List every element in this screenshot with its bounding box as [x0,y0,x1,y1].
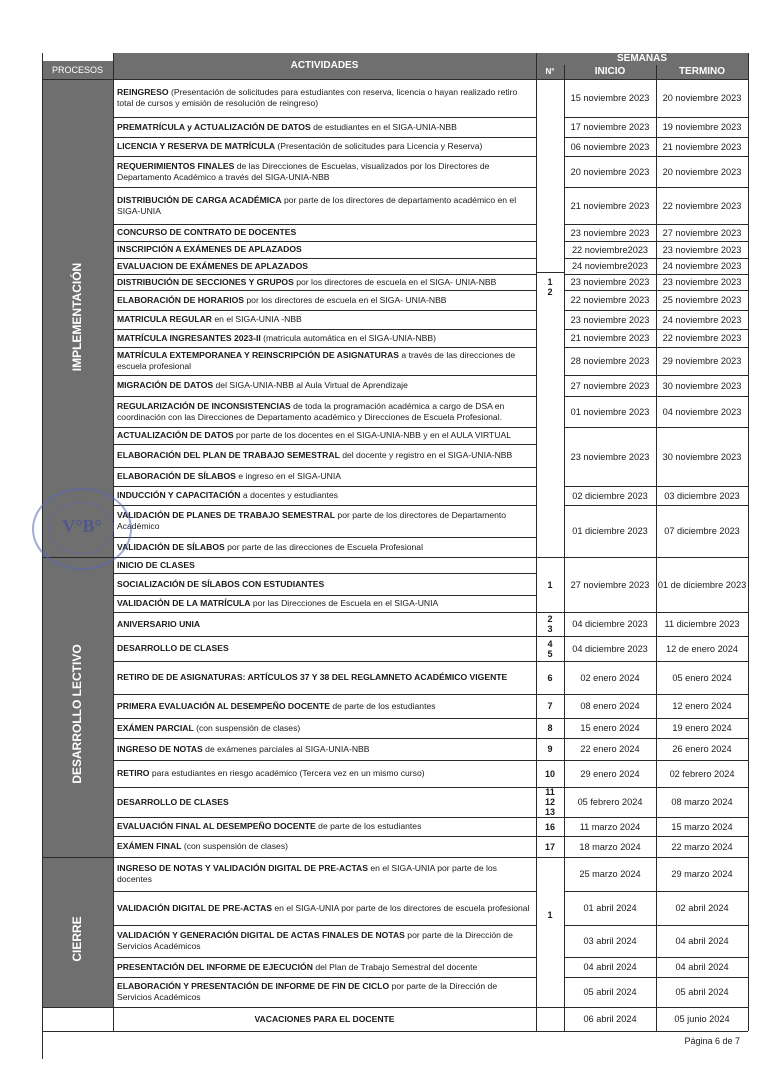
activity-title: ELABORACIÓN DEL PLAN DE TRABAJO SEMESTRAL [117,450,340,461]
activity-text [117,981,532,1002]
activity-title: DISTRIBUCIÓN DE SECCIONES Y GRUPOS [117,276,294,287]
end-date: 29 marzo 2024 [671,869,733,879]
process-desarrollo-label: DESARROLLO LECTIVO [70,644,84,784]
start-date: 20 noviembre 2023 [570,166,650,177]
end-date: 05 enero 2024 [672,672,732,683]
start-date: 27 noviembre 2023 [570,579,650,590]
end-date: 24 noviembre 2023 [662,314,742,325]
header-semanas: SEMANAS [536,53,748,65]
week-number: 7 [547,701,553,711]
start-date: 05 febrero 2024 [577,797,643,807]
activity-cell [113,636,536,661]
activity-text [117,619,200,630]
activity-title: VALIDACIÓN DE PLANES DE TRABAJO SEMESTRAL [117,510,336,521]
activity-cell [113,787,536,817]
activity-cell [113,925,536,957]
activity-title: ELABORACIÓN Y PRESENTACIÓN DE INFORME DE FIN DE CICLO [117,981,390,992]
activity-title: REGULARIZACIÓN DE INCONSISTENCIAS [117,400,291,411]
activity-detail: de exámenes parciales al SIGA-UNIA-NBB [202,743,370,754]
end-date: 05 abril 2024 [675,987,729,997]
vacaciones-label: VACACIONES PARA EL DOCENTE [254,1013,395,1024]
activity-title: EVALUACIÓN FINAL AL DESEMPEÑO DOCENTE [117,821,316,832]
activity-text [117,161,532,182]
activity-cell [113,957,536,977]
grid-vline [42,53,43,1059]
activity-cell [113,241,536,258]
activity-title: EXÁMEN FINAL [117,841,182,852]
start-date: 15 enero 2024 [580,723,640,733]
activity-title: SOCIALIZACIÓN DE SÍLABOS CON ESTUDIANTES [117,578,325,589]
start-date: 02 diciembre 2023 [572,490,648,501]
activity-cell [113,310,536,329]
activity-cell [113,738,536,760]
activity-text [117,930,532,951]
activity-title: VALIDACIÓN DE SÍLABOS [117,541,225,552]
activity-title: VALIDACIÓN Y GENERACIÓN DIGITAL DE ACTAS FINALES DE NOTAS [117,930,405,941]
week-number: 12 [544,797,555,807]
start-date: 04 abril 2024 [583,962,637,972]
week-cell [536,787,564,817]
activity-cell [113,857,536,891]
activity-cell [113,661,536,694]
process-desarrollo [42,557,113,857]
activity-cell [113,224,536,241]
activity-text [117,962,477,973]
activity-cell [113,760,536,787]
end-date: 02 abril 2024 [675,903,729,913]
activity-cell [113,595,536,612]
week-number: 16 [544,821,555,832]
activity-detail: por parte de las direcciones de Escuela Profesional [224,541,423,552]
activity-title: INSCRIPCIÓN A EXÁMENES DE APLAZADOS [117,244,302,255]
start-date: 21 noviembre 2023 [570,333,650,343]
activity-detail: del Plan de Trabajo Semestral del docente [312,961,478,972]
process-cierre-label: CIERRE [70,916,84,962]
activity-text [117,510,532,531]
activity-title: EVALUACION DE EXÁMENES DE APLAZADOS [117,260,308,271]
end-date: 04 abril 2024 [675,936,729,946]
activity-cell [113,612,536,636]
week-number: 8 [547,723,553,733]
activity-cell [113,817,536,836]
activity-text [117,490,338,501]
start-date: 04 diciembre 2023 [572,643,648,654]
activity-title: PRIMERA EVALUACIÓN AL DESEMPEÑO DOCENTE [117,700,330,711]
activity-text [117,430,511,441]
end-date: 07 diciembre 2023 [664,526,740,536]
activity-detail: del docente y registro en el SIGA-UNIA-NBB [339,450,513,461]
activity-title: DISTRIBUCIÓN DE CARGA ACADÉMICA [117,194,282,205]
start-date: 03 abril 2024 [583,936,637,946]
activity-detail: por los directores de escuela en el SIGA- UNIA-NBB [244,294,447,305]
start-date: 25 marzo 2024 [579,869,641,879]
week-cell [536,661,564,694]
activity-text [117,797,229,808]
activity-text [117,314,302,325]
end-date: 22 noviembre 2023 [662,333,742,343]
activity-title: INGRESO DE NOTAS Y VALIDACIÓN DIGITAL DE PRE-ACTAS [117,863,368,874]
start-date: 06 noviembre 2023 [570,141,650,152]
end-date: 22 marzo 2024 [671,841,733,852]
activity-text [117,380,408,391]
start-date: 17 noviembre 2023 [570,122,650,132]
activity-text [117,87,532,108]
activity-cell [113,836,536,857]
activity-text [117,841,288,852]
activity-detail: por parte de los directores de departamento académico en el SIGA-UNIA [117,194,517,216]
activity-text [117,672,507,683]
week-number: 2 [547,287,553,297]
week-number: 10 [544,768,555,779]
activity-title: MATRÍCULA EXTEMPORANEA Y REINSCRIPCIÓN DE ASIGNATURAS [117,350,400,361]
end-date: 23 noviembre 2023 [662,277,742,287]
activity-detail: en el SIGA-UNIA por parte de los directores de escuela profesional [272,902,530,913]
activity-text [117,598,438,609]
vacaciones-end: 05 junio 2024 [674,1014,730,1024]
start-date: 23 noviembre 2023 [570,451,650,462]
activity-detail: de estudiantes en el SIGA-UNIA-NBB [310,121,457,132]
activity-title: MATRICULA REGULAR [117,314,212,325]
activity-cell [113,156,536,187]
week-number: 1 [547,579,553,590]
week-cell [536,636,564,661]
grid-vline [656,65,657,1031]
activity-text [117,141,482,152]
start-date: 05 abril 2024 [583,987,637,997]
activity-cell [113,347,536,375]
approval-stamp-text: V°B° [62,516,102,536]
activity-cell [113,187,536,224]
header-numero: N° [536,65,564,79]
grid-hline [42,1031,748,1032]
start-date: 23 noviembre 2023 [570,314,650,325]
activity-title: VALIDACIÓN DIGITAL DE PRE-ACTAS [117,902,273,913]
activity-cell [113,573,536,595]
week-number: 11 [545,787,555,797]
start-date: 22 noviembre2023 [571,244,649,255]
end-date: 27 noviembre 2023 [662,227,742,238]
end-date: 20 noviembre 2023 [662,93,742,103]
activity-cell [113,557,536,573]
end-date: 22 noviembre 2023 [662,200,742,211]
activity-detail: en el SIGA-UNIA -NBB [212,314,302,325]
start-date: 27 noviembre 2023 [570,380,650,391]
week-cell [536,694,564,718]
activity-title: REINGRESO [117,87,169,98]
start-date: 02 enero 2024 [580,672,640,683]
end-date: 01 de diciembre 2023 [657,579,747,590]
week-cell [536,557,564,612]
activity-title: PREMATRÍCULA y ACTUALIZACIÓN DE DATOS [117,121,311,132]
start-date: 23 noviembre 2023 [570,227,650,238]
activity-title: LICENCIA Y RESERVA DE MATRÍCULA [117,141,276,152]
activity-detail: por parte de la Dirección de Servicios Académicos [117,930,513,951]
activity-detail: a través de las direcciones de escuela profesional [117,350,516,371]
activity-text [117,401,532,422]
week-cell [536,817,564,836]
activity-cell [113,977,536,1007]
activity-title: EXÁMEN PARCIAL [117,722,194,733]
activity-detail: de las Direcciones de Escuelas, visualizados por los Directores de Departamento Académico a través del SIGA-UNIA-NBB [117,160,490,182]
activity-detail: por parte de la Dirección de Servicios Académicos [117,981,498,1002]
activity-text [117,744,370,755]
end-date: 03 diciembre 2023 [664,490,740,501]
activity-detail: de parte de los estudiantes [315,821,422,832]
start-date: 21 noviembre 2023 [570,200,650,211]
activity-cell [113,117,536,137]
activity-title: INGRESO DE NOTAS [117,743,203,754]
week-cell [536,718,564,738]
start-date: 08 enero 2024 [580,701,640,711]
week-number: 1 [547,910,553,920]
activity-title: MATRÍCULA INGRESANTES 2023-II [117,332,261,343]
header-termino: TERMINO [656,65,748,79]
activity-detail: e ingreso en el SIGA-UNIA [235,471,341,482]
grid-hline [42,79,748,80]
end-date: 21 noviembre 2023 [662,141,742,152]
end-date: 20 noviembre 2023 [662,166,742,177]
grid-vline [564,65,565,1031]
end-date: 12 enero 2024 [672,701,732,711]
activity-text [117,643,229,654]
activity-cell [113,486,536,505]
end-date: 30 noviembre 2023 [662,380,742,391]
week-number: 2 [547,614,553,624]
activity-detail: (con suspensión de clases) [181,841,288,852]
end-date: 15 marzo 2024 [671,821,733,832]
activity-cell [113,537,536,557]
grid-hline [42,1007,748,1008]
grid-hline [42,557,748,558]
activity-detail: por parte de los docentes en el SIGA-UNIA-NBB y en el AULA VIRTUAL [233,430,512,441]
activity-title: INDUCCIÓN Y CAPACITACIÓN [117,490,241,501]
start-date: 29 enero 2024 [580,768,640,779]
activity-title: MIGRACIÓN DE DATOS [117,380,214,391]
activity-detail: en el SIGA-UNIA por parte de los docentes [117,863,497,884]
end-date: 19 noviembre 2023 [662,122,742,132]
activity-text [117,333,436,344]
activity-text [117,195,532,216]
header-procesos: PROCESOS [42,61,113,79]
activity-title: RETIRO [117,768,150,779]
end-date: 04 noviembre 2023 [662,406,742,417]
start-date: 01 diciembre 2023 [572,526,648,536]
week-number: 1 [547,277,553,287]
activity-detail: para estudiantes en riesgo académico (Tercera vez en un mismo curso) [149,768,425,779]
activity-text [117,471,341,482]
activity-detail: (Presentación de solicitudes para Licencia y Reserva) [275,141,483,152]
activity-text [117,560,195,571]
start-date: 24 noviembre2023 [571,261,649,271]
end-date: 19 enero 2024 [672,723,732,733]
activity-cell [113,329,536,347]
activity-cell [113,137,536,156]
end-date: 12 de enero 2024 [665,643,739,654]
activity-text [117,723,300,734]
header-inicio: INICIO [564,65,656,79]
activity-detail: por parte de los directores de Departamento Académico [117,510,507,531]
start-date: 04 diciembre 2023 [572,619,648,629]
activity-detail: por las Direcciones de Escuela en el SIGA-UNIA [250,598,439,609]
activity-title: INICIO DE CLASES [117,559,195,570]
activity-text [117,227,296,238]
grid-vline [536,53,537,1031]
activity-cell [113,79,536,117]
week-cell [536,738,564,760]
week-number: 6 [547,672,553,683]
activity-text [117,768,425,779]
activity-title: REQUERIMIENTOS FINALES [117,160,235,171]
week-number: 17 [544,841,555,852]
activity-cell [113,274,536,290]
start-date: 01 noviembre 2023 [570,406,650,417]
activity-text [117,863,532,884]
activity-cell [113,505,536,537]
grid-vline [748,53,749,1031]
activity-title: ELABORACIÓN DE HORARIOS [117,294,245,305]
activity-text [117,295,447,306]
activity-text [117,821,421,832]
activity-text [117,579,324,590]
week-number: 4 [547,638,553,649]
activity-title: CONCURSO DE CONTRATO DE DOCENTES [117,227,297,238]
week-cierre [536,905,564,925]
start-date: 22 enero 2024 [580,744,640,754]
activity-text [117,450,512,461]
end-date: 04 abril 2024 [675,962,729,972]
process-implementacion-label: IMPLEMENTACIÓN [70,262,84,372]
activity-cell [113,467,536,486]
week-implementacion [536,272,564,302]
activity-cell [113,258,536,274]
activity-cell [113,444,536,467]
activity-detail: a docentes y estudiantes [240,490,338,501]
vacaciones-start: 06 abril 2024 [583,1014,637,1024]
activity-text [117,244,302,255]
activity-cell [113,427,536,444]
week-number: 3 [547,624,553,634]
approval-stamp [32,488,132,570]
week-number: 13 [544,807,555,817]
end-date: 24 noviembre 2023 [662,261,742,271]
activity-text [117,122,457,133]
activity-title: PRESENTACIÓN DEL INFORME DE EJECUCIÓN [117,961,313,972]
activity-cell [113,891,536,925]
activity-title: ACTUALIZACIÓN DE DATOS [117,430,234,441]
activity-title: RETIRO DE DE ASIGNATURAS: ARTÍCULOS 37 Y 38 DEL REGLAMNETO ACADÉMICO VIGENTE [117,672,508,683]
end-date: 11 diciembre 2023 [664,619,740,629]
activity-text [117,542,423,553]
activity-title: DESARROLLO DE CLASES [117,796,229,807]
week-number: 5 [547,648,553,659]
end-date: 30 noviembre 2023 [662,451,742,462]
activity-text [117,350,532,371]
week-cell [536,612,564,636]
activity-title: DESARROLLO DE CLASES [117,643,229,654]
activity-cell [113,375,536,396]
process-implementacion [42,79,113,557]
activity-detail: de parte de los estudiantes [329,700,436,711]
end-date: 26 enero 2024 [672,744,732,754]
start-date: 28 noviembre 2023 [570,356,650,366]
week-cell [536,836,564,857]
activity-detail: del SIGA-UNIA-NBB al Aula Virtual de Aprendizaje [213,380,408,391]
start-date: 15 noviembre 2023 [570,93,650,103]
end-date: 23 noviembre 2023 [662,244,742,255]
process-cierre [42,857,113,1007]
activity-text [117,903,530,914]
activity-text [117,261,308,272]
end-date: 29 noviembre 2023 [662,356,742,366]
activity-text [117,701,436,712]
activity-title: ELABORACIÓN DE SÍLABOS [117,471,236,482]
start-date: 01 abril 2024 [583,903,637,913]
start-date: 11 marzo 2024 [579,821,641,832]
activity-detail: (con suspensión de clases) [193,722,301,733]
activity-title: VALIDACIÓN DE LA MATRÍCULA [117,598,251,609]
start-date: 18 marzo 2024 [579,841,641,852]
activity-detail: (Presentación de solicitudes para estudiantes con reserva, licencia o hayan realizado retiro total de cursos y emisión de resolución de reingreso) [117,87,518,108]
activity-detail: de toda la programación académica a cargo de DSA en coordinación con las Direcciones de Departamento académico y Direcciones de Escuela Profesional. [117,400,505,422]
end-date: 25 noviembre 2023 [662,295,742,305]
activity-detail: por los directores de escuela en el SIGA- UNIA-NBB [293,276,497,287]
activity-detail: (matricula automática en el SIGA-UNIA-NBB) [260,332,437,343]
end-date: 02 febrero 2024 [669,768,735,779]
grid-hline [42,857,748,858]
activity-text [117,277,496,288]
week-cell [536,760,564,787]
activity-cell [113,396,536,427]
end-date: 08 marzo 2024 [671,797,733,807]
start-date: 22 noviembre 2023 [570,295,650,305]
activity-cell [113,694,536,718]
header-actividades: ACTIVIDADES [113,53,536,79]
week-number: 9 [547,744,553,754]
activity-cell [113,290,536,310]
activity-title: ANIVERSARIO UNIA [117,618,201,629]
activity-cell [113,718,536,738]
page-number: Página 6 de 7 [684,1036,740,1046]
start-date: 23 noviembre 2023 [570,277,650,287]
